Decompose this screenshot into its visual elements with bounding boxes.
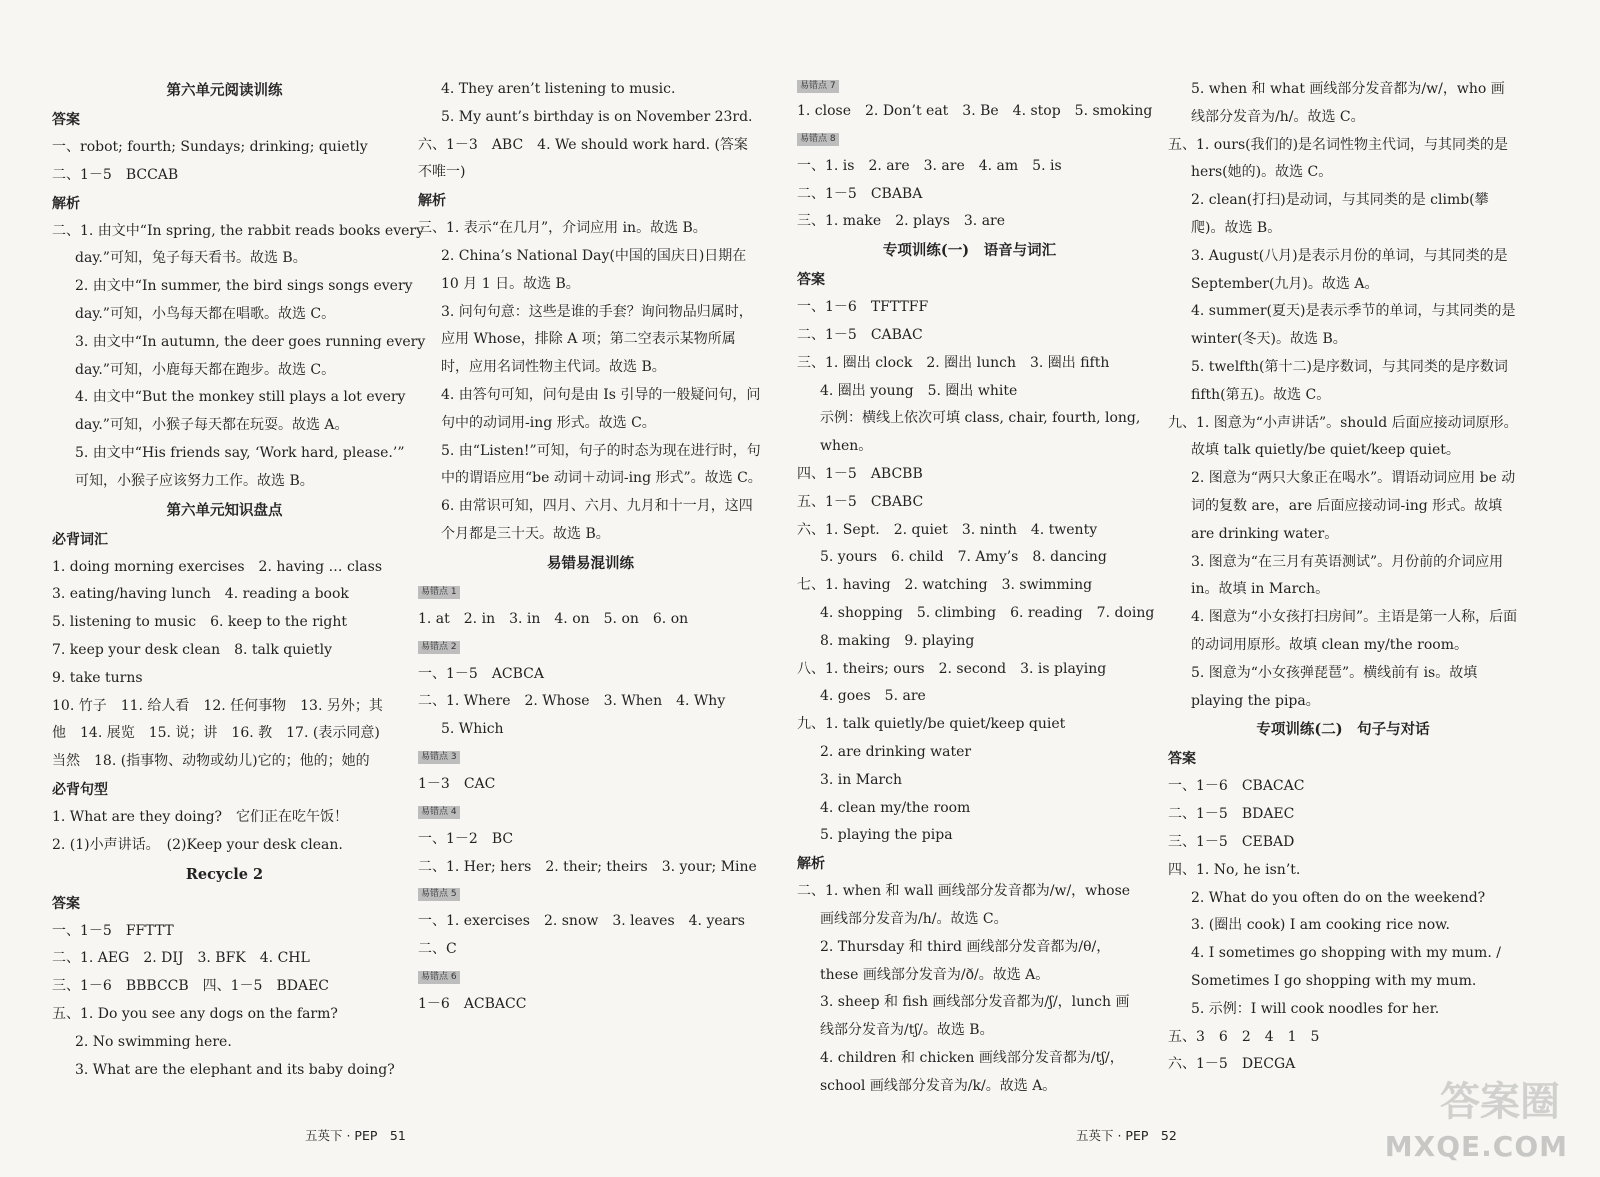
answer-line: 5. My aunt’s birthday is on November 23rd. <box>441 108 753 125</box>
vocab-line: 9. take turns <box>52 669 143 686</box>
analysis-paragraph: 5. 由“Listen!”可知，句子的时态为现在进行时，句中的谓语应用“be 动词＋动词-ing 形式”。故选 C。 <box>441 442 762 487</box>
answer-line: 六、1－5 DECGA <box>1168 1056 1296 1073</box>
answer-line: 三、1. make 2. plays 3. are <box>797 213 1006 230</box>
analysis-line: 5. 由文中“His friends say, ‘Work hard, please.’” <box>75 444 405 461</box>
analysis-line: 2. 由文中“In summer, the bird sings songs every <box>75 278 413 295</box>
answer-line: 2. No swimming here. <box>75 1033 232 1050</box>
analysis-paragraph: 2. 图意为“两只大象正在喝水”。谓语动词应用 be 动词的复数 are，are 后面应接动词-ing 形式。故填 are drinking water。 <box>1191 470 1516 542</box>
answer-line: 四、1. No, he isn’t. <box>1168 861 1301 878</box>
answer-line: 1－6 ACBACC <box>418 995 527 1012</box>
vocab-line: 10. 竹子 11. 给人看 12. 任何事物 13. 另外；其 <box>52 697 383 714</box>
analysis-paragraph: 3. sheep 和 fish 画线部分发音都为/ʃ/，lunch 画线部分发音为/tʃ/。故选 B。 <box>820 994 1130 1039</box>
analysis-paragraph: 3. August(八月)是表示月份的单词，与其同类的是 September(九月)。故选 A。 <box>1191 247 1508 292</box>
analysis-paragraph: 五、1. ours(我们的)是名词性物主代词，与其同类的是 hers(她的)。故选 C。 <box>1168 136 1509 181</box>
analysis-line: day.”可知，小鹿每天都在跑步。故选 C。 <box>75 361 336 378</box>
answer-line: 二、1－5 BCCAB <box>52 166 179 183</box>
answer-line: 3. in March <box>820 771 902 788</box>
answer-line: 4. goes 5. are <box>820 688 926 705</box>
error-point-badge: 易错点 5 <box>418 888 460 901</box>
watermark-logo: 答案圈 <box>1440 1079 1560 1125</box>
analysis-paragraph: 4. summer(夏天)是表示季节的单词，与其同类的是 winter(冬天)。故选 B。 <box>1191 303 1516 348</box>
vocab-line: 7. keep your desk clean 8. talk quietly <box>52 641 333 658</box>
vocab-line: 他 14. 展览 15. 说；讲 16. 教 17. (表示同意) <box>52 725 380 742</box>
analysis-paragraph: 九、1. 图意为“小声讲话”。should 后面应接动词原形。故填 talk quietly/be quiet/keep quiet。 <box>1168 414 1518 459</box>
analysis-paragraph: 3. 图意为“在三月有英语测试”。月份前的介词应用 in。故填 in March。 <box>1191 553 1504 598</box>
column-2 <box>418 76 763 1019</box>
analysis-line: 10 月 1 日。故选 B。 <box>441 275 580 292</box>
answer-line: 1. close 2. Don’t eat 3. Be 4. stop 5. smoking <box>797 103 1153 119</box>
analysis-label: 解析 <box>797 856 825 873</box>
answer-line: 三、1－6 BBBCCB 四、1－5 BDAEC <box>52 978 330 995</box>
analysis-line: 3. 由文中“In autumn, the deer goes running every <box>75 333 426 350</box>
answer-label: 答案 <box>52 112 80 128</box>
answer-line: 六、1. Sept. 2. quiet 3. ninth 4. twenty <box>797 521 1098 538</box>
error-point-badge: 易错点 1 <box>418 586 460 599</box>
column-1 <box>52 76 426 1084</box>
analysis-line: 三、1. 表示“在几月”，介词应用 in。故选 B。 <box>418 220 707 237</box>
answer-line: 不唯一) <box>418 164 466 181</box>
answer-paragraph: 示例：横线上依次可填 class, chair, fourth, long, when。 <box>820 410 1141 455</box>
answer-line: 2. are drinking water <box>820 743 972 760</box>
answer-line: 六、1－3 ABC 4. We should work hard. (答案 <box>418 136 748 153</box>
analysis-paragraph: 5. twelfth(第十二)是序数词，与其同类的是序数词 fifth(第五)。故选 C。 <box>1191 358 1508 403</box>
vocab-label: 必背词汇 <box>52 531 108 548</box>
analysis-line: 二、1. 由文中“In spring, the rabbit reads books every <box>52 222 424 239</box>
answer-line: 1－3 CAC <box>418 775 496 792</box>
section-title: Recycle 2 <box>185 865 264 883</box>
answer-line: 3. (圈出 cook) I am cooking rice now. <box>1191 917 1450 934</box>
sentence-label: 必背句型 <box>52 781 108 798</box>
analysis-paragraph: 4. children 和 chicken 画线部分发音都为/tʃ/，school 画线部分发音为/k/。故选 A。 <box>820 1049 1124 1094</box>
answer-line: 2. What do you often do on the weekend? <box>1191 889 1486 906</box>
analysis-paragraph: 3. 问句句意：这些是谁的手套？询问物品归属时，应用 Whose，排除 A 项；第二空表示某物所属时，应用名词性物主代词。故选 B。 <box>441 303 753 376</box>
answer-line: 三、1－5 CEBAD <box>1168 833 1295 850</box>
answer-line: 5. yours 6. child 7. Amy’s 8. dancing <box>820 549 1107 566</box>
answer-line: 4. clean my/the room <box>820 799 971 816</box>
answer-line: 8. making 9. playing <box>820 632 975 649</box>
analysis-line: 可知，小猴子应该努力工作。故选 B。 <box>75 472 314 489</box>
error-point-badge: 易错点 6 <box>418 971 460 984</box>
answer-line: 八、1. theirs; ours 2. second 3. is playing <box>797 660 1107 677</box>
section-title: 第六单元阅读训练 <box>166 82 283 99</box>
answer-line: 三、1. 圈出 clock 2. 圈出 lunch 3. 圈出 fifth <box>797 354 1110 371</box>
answer-line: Sometimes I go shopping with my mum. <box>1191 972 1477 989</box>
answer-line: 五、1－5 CBABC <box>797 493 924 510</box>
column-4 <box>1168 76 1518 1079</box>
section-title: 专项训练(二) 句子与对话 <box>1256 721 1430 739</box>
section-title: 易错易混训练 <box>547 554 634 572</box>
error-point-badge: 易错点 3 <box>418 751 460 764</box>
analysis-paragraph: 2. Thursday 和 third 画线部分发音都为/θ/，these 画线部分发音为/ð/。故选 A。 <box>820 938 1111 983</box>
analysis-line: 2. China’s National Day(中国的国庆日)日期在 <box>441 247 747 264</box>
section-title: 专项训练(一) 语音与词汇 <box>882 242 1057 260</box>
sentence-line: 1. What are they doing? 它们正在吃午饭！ <box>52 808 349 825</box>
analysis-paragraph: 6. 由常识可知，四月、六月、九月和十一月，这四个月都是三十天。故选 B。 <box>441 498 753 542</box>
answer-line: 二、1. AEG 2. DIJ 3. BFK 4. CHL <box>52 950 310 967</box>
answer-line: 二、1. Her; hers 2. their; theirs 3. your; Mine <box>418 858 757 875</box>
analysis-line: 4. 由文中“But the monkey still plays a lot every <box>75 389 406 406</box>
section-title: 第六单元知识盘点 <box>166 501 283 519</box>
answer-line: 一、robot; fourth; Sundays; drinking; quietly <box>52 139 368 155</box>
analysis-line: day.”可知，小猴子每天都在玩耍。故选 A。 <box>75 417 349 434</box>
column-3 <box>797 76 1155 1101</box>
vocab-line: 3. eating/having lunch 4. reading a book <box>52 586 349 603</box>
sentence-line: 2. (1)小声讲话。 (2)Keep your desk clean. <box>52 836 343 853</box>
error-point-badge: 易错点 8 <box>797 133 839 146</box>
answer-line: 五、3 6 2 4 1 5 <box>1168 1028 1320 1045</box>
answer-line: 一、1－6 TFTTFF <box>797 299 929 316</box>
analysis-paragraph: 2. clean(打扫)是动词，与其同类的是 climb(攀爬)。故选 B。 <box>1191 192 1489 236</box>
error-point-badge: 易错点 2 <box>418 641 460 654</box>
answer-line: 一、1－6 CBACAC <box>1168 778 1305 795</box>
answer-line: 4. I sometimes go shopping with my mum. / <box>1191 945 1501 962</box>
answer-line: 3. What are the elephant and its baby doing? <box>75 1061 395 1078</box>
answer-line: 五、1. Do you see any dogs on the farm? <box>52 1005 338 1022</box>
answer-line: 一、1－5 FFTTT <box>52 922 174 939</box>
analysis-line: day.”可知，兔子每天看书。故选 B。 <box>75 250 307 267</box>
answer-label: 答案 <box>1168 751 1196 768</box>
vocab-line: 1. doing morning exercises 2. having … class <box>52 558 383 575</box>
answer-line: 一、1. exercises 2. snow 3. leaves 4. years <box>418 913 745 930</box>
vocab-line: 5. listening to music 6. keep to the right <box>52 614 348 631</box>
analysis-label: 解析 <box>418 193 446 210</box>
answer-line: 九、1. talk quietly/be quiet/keep quiet <box>797 716 1066 733</box>
answer-line: 5. 示例：I will cook noodles for her. <box>1191 1000 1440 1017</box>
error-point-badge: 易错点 7 <box>797 80 839 93</box>
answer-line: 5. playing the pipa <box>820 827 953 844</box>
page-footer-right: 五英下 · PEP 52 <box>1076 1128 1177 1143</box>
analysis-paragraph: 二、1. when 和 wall 画线部分发音都为/w/，whose 画线部分发音为/h/。故选 C。 <box>797 883 1131 927</box>
answer-line: 1. at 2. in 3. in 4. on 5. on 6. on <box>418 610 689 627</box>
answer-line: 4. shopping 5. climbing 6. reading 7. doing <box>820 604 1155 621</box>
vocab-line: 当然 18. (指事物、动物或幼儿)它的；他的；她的 <box>52 753 370 770</box>
answer-line: 七、1. having 2. watching 3. swimming <box>797 577 1093 594</box>
answer-line: 二、1－5 CBABA <box>797 185 923 202</box>
answer-line: 四、1－5 ABCBB <box>797 465 923 482</box>
answer-line: 二、1－5 CABAC <box>797 326 923 343</box>
answer-line: 4. 圈出 young 5. 圈出 white <box>820 382 1018 399</box>
analysis-label: 解析 <box>52 195 80 212</box>
analysis-paragraph: 5. 图意为“小女孩弹琵琶”。横线前有 is。故填 playing the pipa。 <box>1191 664 1478 709</box>
answer-label: 答案 <box>797 272 825 289</box>
watermark-url: MXQE.COM <box>1384 1130 1568 1163</box>
page-footer-left: 五英下 · PEP 51 <box>305 1128 406 1143</box>
answer-line: 一、1. is 2. are 3. are 4. am 5. is <box>797 157 1062 174</box>
answer-line: 5. Which <box>441 721 504 738</box>
answer-line: 一、1－2 BC <box>418 830 514 847</box>
analysis-line: day.”可知，小鸟每天都在唱歌。故选 C。 <box>75 305 336 322</box>
analysis-paragraph: 4. 图意为“小女孩打扫房间”。主语是第一人称，后面的动词用原形。故填 clean my/the room。 <box>1191 609 1518 653</box>
answer-line: 一、1－5 ACBCA <box>418 665 545 682</box>
answer-line: 二、1. Where 2. Whose 3. When 4. Why <box>418 693 726 710</box>
analysis-paragraph: 5. when 和 what 画线部分发音都为/w/，who 画线部分发音为/h/。故选 C。 <box>1191 81 1505 125</box>
analysis-paragraph: 4. 由答句可知，问句是由 Is 引导的一般疑问句，问句中的动词用-ing 形式。故选 C。 <box>441 386 761 431</box>
answer-line: 二、C <box>418 941 457 958</box>
answer-label: 答案 <box>52 895 80 912</box>
answer-line: 4. They aren’t listening to music. <box>441 81 676 97</box>
answer-line: 二、1－5 BDAEC <box>1168 806 1295 823</box>
error-point-badge: 易错点 4 <box>418 806 460 819</box>
